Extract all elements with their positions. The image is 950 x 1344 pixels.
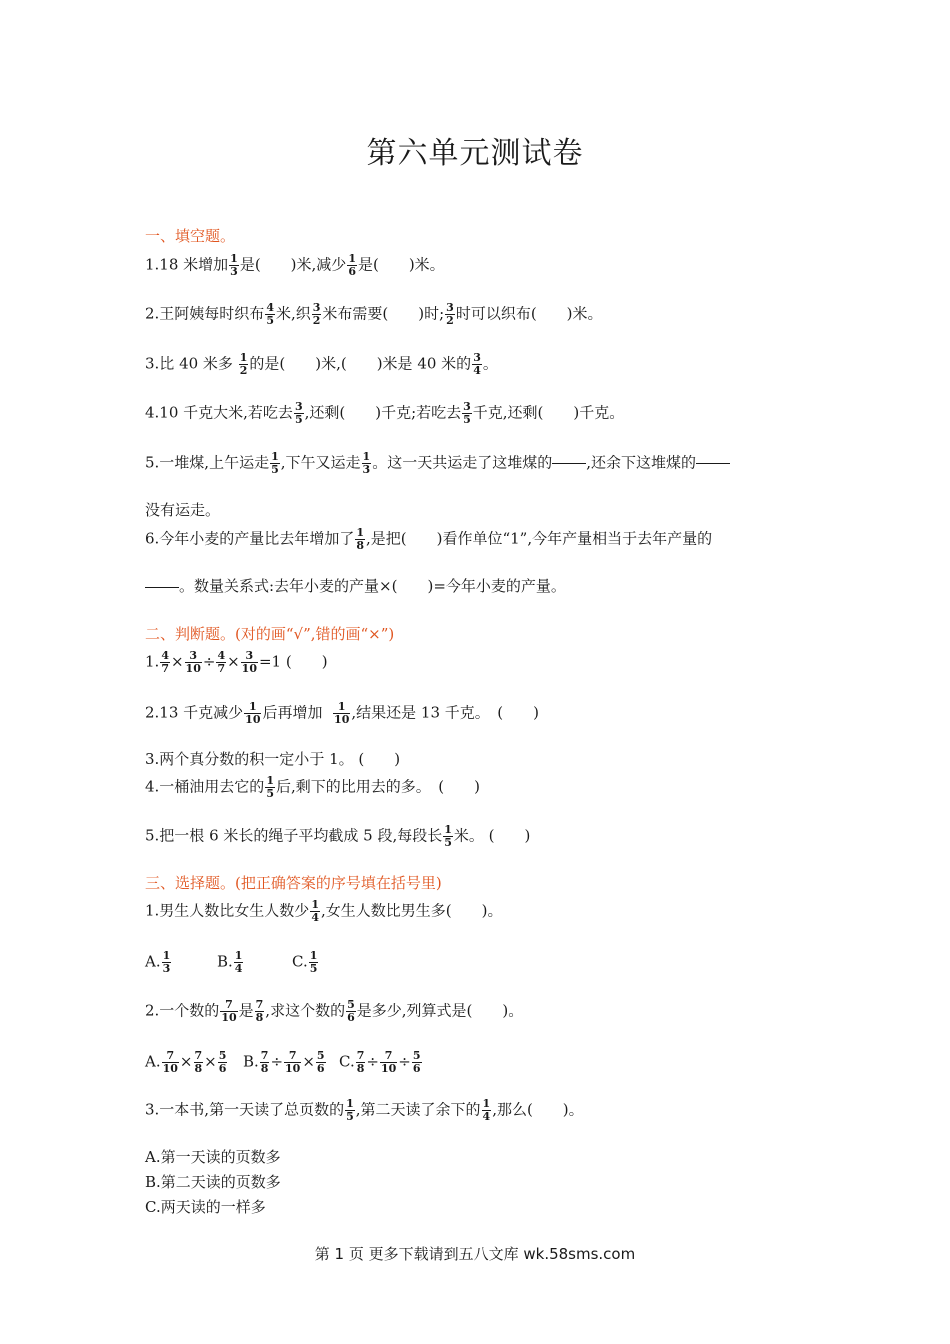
text-run (218, 1050, 228, 1075)
text-run: ,第二天读了余下的 (355, 1100, 481, 1119)
text-run (380, 1050, 397, 1075)
question-3-2 (145, 999, 523, 1024)
text-run: 2.王阿姨每时织布 (145, 304, 265, 323)
denominator: 4 (482, 1110, 491, 1123)
text-run (552, 453, 586, 464)
question-3-3-option-a: A.第一天读的页数多 (145, 1148, 281, 1166)
text-run (145, 577, 179, 588)
text-run: A. (145, 952, 161, 971)
text-run: 6.今年小麦的产量比去年增加了 (145, 529, 355, 548)
text-run (194, 1050, 204, 1075)
text-run: ,还余下这堆煤的 (586, 453, 696, 472)
fraction (310, 899, 320, 924)
numerator: 1 (266, 774, 274, 787)
numerator: 3 (312, 301, 321, 314)
denominator: 6 (218, 1062, 227, 1075)
text-run: 3.比 40 米多 (145, 354, 233, 373)
section-heading-choice: 三、选择题。(把正确答案的序号填在括号里) (145, 874, 442, 892)
denominator: 5 (271, 463, 279, 476)
numerator: 3 (463, 400, 471, 413)
text-run: 是多少,列算式是( )。 (356, 1001, 524, 1020)
denominator: 8 (260, 1062, 269, 1075)
numerator: 1 (234, 949, 243, 962)
numerator: 1 (311, 898, 319, 911)
text-run: 。数量关系式:去年小麦的产量×( )=今年小麦的产量。 (179, 577, 566, 595)
text-run: ,那么( )。 (492, 1100, 584, 1119)
text-run: 2.13 千克减少 (145, 703, 244, 722)
fraction (445, 302, 455, 327)
denominator: 10 (185, 662, 201, 675)
question-3-1-options (145, 950, 319, 975)
denominator: 3 (230, 265, 238, 278)
blank-fraction (145, 577, 179, 598)
question-1-6 (145, 527, 712, 552)
denominator: 5 (346, 1110, 354, 1123)
numerator: 1 (482, 1097, 491, 1110)
denominator: 10 (162, 1062, 178, 1075)
denominator: 2 (312, 314, 321, 327)
text-run: ÷ (366, 1052, 379, 1071)
option-a (145, 1050, 243, 1075)
text-run: 。 (482, 354, 498, 373)
denominator: 5 (444, 836, 452, 849)
fraction (472, 352, 482, 377)
text-run: B. (217, 952, 233, 971)
numerator: 1 (271, 450, 279, 463)
text-run (260, 1050, 270, 1075)
text-run (162, 1050, 179, 1075)
numerator: 4 (217, 649, 226, 662)
text-run: 3.一本书,第一天读了总页数的 (145, 1100, 345, 1119)
text-run: 。这一天共运走了这堆煤的 (372, 453, 553, 472)
option-b (217, 950, 292, 975)
text-run: 时可以织布( )米。 (455, 304, 603, 323)
text-run: 米布需要( )时; (322, 304, 445, 323)
text-run: 是( )米,减少 (239, 255, 347, 274)
text-run: 后再增加 (262, 703, 323, 722)
question-2-2 (145, 701, 539, 726)
text-run: × (227, 652, 240, 671)
numerator: 3 (185, 650, 202, 663)
text-run (309, 950, 319, 975)
text-run: 的是( )米,( )米是 40 米的 (249, 354, 472, 373)
question-1-2 (145, 302, 603, 327)
text-run: 4.10 千克大米,若吃去 (145, 403, 293, 422)
fraction (362, 451, 372, 476)
text-run: ,女生人数比男生多( )。 (320, 901, 503, 920)
numerator: 3 (241, 650, 258, 663)
fraction (355, 527, 365, 552)
numerator: 4 (161, 649, 169, 662)
fraction (312, 302, 322, 327)
numerator: 7 (162, 1050, 179, 1063)
text-run: 2.一个数的 (145, 1001, 220, 1020)
fraction (185, 650, 202, 675)
denominator: 4 (234, 962, 243, 975)
denominator: 10 (221, 1011, 237, 1024)
text-run (316, 1050, 326, 1075)
denominator: 2 (239, 364, 248, 377)
numerator: 1 (239, 351, 248, 364)
text-run: ,是把( )看作单位“1”,今年产量相当于去年产量的 (365, 529, 713, 548)
text-run: ,求这个数的 (265, 1001, 346, 1020)
fraction (345, 1098, 355, 1123)
numerator: 1 (362, 450, 371, 463)
text-run: ÷ (270, 1052, 284, 1071)
fraction (443, 824, 453, 849)
fraction (241, 650, 258, 675)
question-3-2-options (145, 1050, 423, 1075)
denominator: 5 (309, 962, 318, 975)
numerator: 7 (356, 1049, 365, 1062)
fraction (462, 401, 472, 426)
option-c (292, 950, 319, 975)
text-run: ,下午又运走 (280, 453, 361, 472)
numerator: 7 (194, 1049, 203, 1062)
text-run: 1. (145, 652, 160, 671)
text-run: × (179, 1052, 193, 1071)
text-run: ÷ (202, 652, 216, 671)
text-run: =1 ( ) (258, 652, 328, 671)
denominator: 6 (412, 1062, 421, 1075)
denominator: 4 (311, 911, 319, 924)
numerator: 1 (356, 526, 364, 539)
option-a (145, 950, 217, 975)
text-run: × (204, 1052, 217, 1071)
question-2-4 (145, 775, 480, 800)
question-1-6-cont (145, 576, 566, 598)
denominator: 7 (161, 662, 169, 675)
text-run: 千克,还剩( )千克。 (472, 403, 625, 422)
numerator: 1 (444, 823, 452, 836)
text-run: C. (292, 952, 308, 971)
numerator: 7 (380, 1050, 397, 1063)
text-run: 米。 ( ) (453, 826, 531, 845)
fraction (333, 701, 350, 726)
text-run: 米,织 (275, 304, 311, 323)
fraction (244, 701, 261, 726)
text-run: × (302, 1052, 315, 1071)
text-run: 1.18 米增加 (145, 255, 229, 274)
denominator: 10 (380, 1062, 397, 1075)
text-run: 后,剩下的比用去的多。 ( ) (275, 777, 480, 796)
question-3-3-option-b: B.第二天读的页数多 (145, 1173, 281, 1191)
fraction (347, 253, 357, 278)
text-run (412, 1050, 422, 1075)
denominator: 10 (334, 713, 350, 726)
fraction (265, 775, 275, 800)
page-title: 第六单元测试卷 (366, 136, 584, 171)
blank-fraction (696, 453, 730, 474)
denominator: 3 (162, 962, 171, 975)
text-run: 5.把一根 6 米长的绳子平均截成 5 段,每段长 (145, 826, 443, 845)
fraction (160, 650, 170, 675)
denominator: 6 (347, 1011, 355, 1024)
numerator: 5 (412, 1049, 421, 1062)
numerator: 5 (316, 1049, 325, 1062)
fraction (239, 352, 249, 377)
text-run (234, 950, 244, 975)
denominator: 2 (446, 314, 454, 327)
fraction (270, 451, 280, 476)
denominator: 8 (255, 1011, 264, 1024)
question-1-3 (145, 352, 498, 377)
numerator: 7 (260, 1049, 269, 1062)
numerator: 3 (294, 400, 303, 413)
denominator: 6 (316, 1062, 325, 1075)
question-1-5 (145, 451, 730, 476)
denominator: 8 (356, 539, 364, 552)
option-c (339, 1050, 423, 1075)
denominator: 5 (294, 413, 303, 426)
text-run: ÷ (398, 1052, 411, 1071)
text-run (356, 1050, 366, 1075)
question-3-3-option-c: C.两天读的一样多 (145, 1198, 266, 1216)
fraction (482, 1098, 492, 1123)
numerator: 5 (218, 1049, 227, 1062)
page-footer: 第 1 页 更多下载请到五八文库 wk.58sms.com (314, 1245, 636, 1263)
option-b (243, 1050, 339, 1075)
fraction (346, 999, 356, 1024)
fraction (294, 401, 304, 426)
text-run (696, 453, 730, 464)
denominator: 5 (266, 787, 274, 800)
numerator: 3 (446, 301, 454, 314)
denominator: 6 (348, 265, 356, 278)
denominator: 5 (463, 413, 471, 426)
denominator: 5 (266, 314, 274, 327)
blank-fraction (552, 453, 586, 474)
numerator: 1 (348, 252, 356, 265)
question-1-4 (145, 401, 624, 426)
text-run: 是( )米。 (357, 255, 445, 274)
question-2-5 (145, 824, 530, 849)
denominator: 7 (217, 662, 226, 675)
denominator: 10 (245, 713, 261, 726)
text-run (552, 464, 586, 474)
text-run: ,结果还是 13 千克。 ( ) (351, 703, 539, 722)
text-run: 4.一桶油用去它的 (145, 777, 265, 796)
numerator: 1 (333, 701, 350, 714)
text-run: 5.一堆煤,上午运走 (145, 453, 270, 472)
section-heading-fill-blank: 一、填空题。 (145, 227, 236, 245)
denominator: 3 (362, 463, 371, 476)
numerator: 1 (162, 949, 171, 962)
text-run (284, 1050, 301, 1075)
denominator: 8 (194, 1062, 203, 1075)
denominator: 10 (241, 662, 257, 675)
numerator: 3 (473, 351, 481, 364)
numerator: 1 (244, 701, 261, 714)
denominator: 10 (285, 1062, 301, 1075)
section-heading-true-false: 二、判断题。(对的画“√”,错的画“×”) (145, 625, 395, 643)
text-run: 1.男生人数比女生人数少 (145, 901, 310, 920)
text-run: × (170, 652, 184, 671)
question-2-1 (145, 650, 328, 675)
numerator: 1 (346, 1097, 354, 1110)
denominator: 8 (356, 1062, 365, 1075)
text-run: A. (145, 1052, 161, 1071)
fraction (216, 650, 226, 675)
question-1-5-cont: 没有运走。 (145, 501, 221, 519)
numerator: 1 (309, 949, 318, 962)
numerator: 5 (347, 998, 355, 1011)
denominator: 4 (473, 364, 481, 377)
text-run (145, 588, 179, 598)
text-run: B. (243, 1052, 259, 1071)
fraction (255, 999, 265, 1024)
question-1-1 (145, 253, 445, 278)
numerator: 1 (230, 252, 238, 265)
question-2-3: 3.两个真分数的积一定小于 1。 ( ) (145, 750, 401, 768)
numerator: 7 (220, 999, 237, 1012)
text-run (696, 464, 730, 474)
text-run: ,还剩( )千克;若吃去 (304, 403, 462, 422)
numerator: 7 (284, 1050, 301, 1063)
fraction (220, 999, 237, 1024)
text-run (162, 950, 172, 975)
text-run: 是 (238, 1001, 254, 1020)
numerator: 7 (255, 998, 264, 1011)
fraction (265, 302, 275, 327)
question-3-3 (145, 1098, 584, 1123)
question-3-1 (145, 899, 502, 924)
fraction (229, 253, 239, 278)
text-run: C. (339, 1052, 355, 1071)
numerator: 4 (266, 301, 274, 314)
